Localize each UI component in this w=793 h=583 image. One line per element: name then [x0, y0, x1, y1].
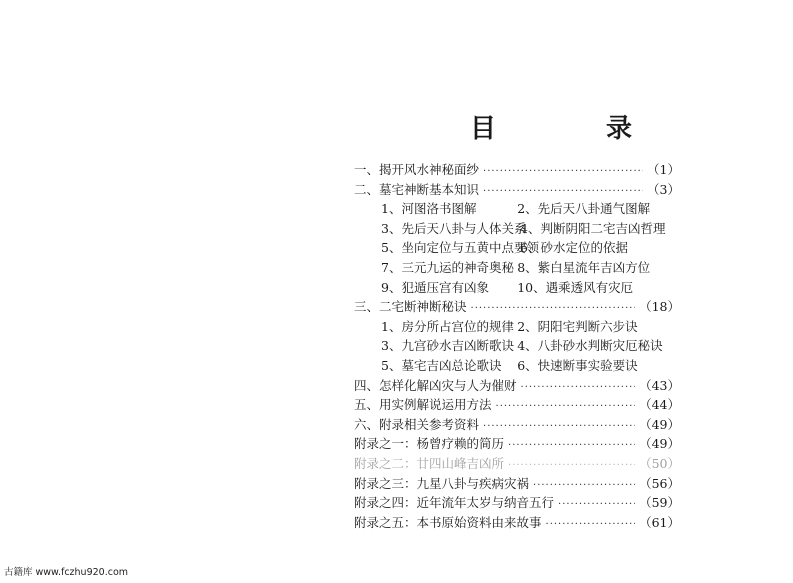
- toc-subitem-row: [354, 199, 674, 219]
- toc-subitem: 4、八卦砂水判断灾厄秘诀: [517, 338, 663, 354]
- toc-subitem: 8、紫白星流年吉凶方位: [517, 259, 651, 275]
- toc-subitem: 6、砂水定位的依据: [520, 240, 628, 256]
- toc-subitem: 5、坐向定位与五黄中点要领: [381, 240, 539, 256]
- toc-subitem: 5、墓宅吉凶总论歌诀: [381, 357, 502, 373]
- toc-entry: [354, 513, 680, 533]
- toc-entry: [354, 395, 680, 415]
- toc-entry-label: 附录之二：廿四山峰吉凶所: [354, 455, 505, 471]
- page-title: 目 录: [470, 114, 675, 144]
- toc-subitem: 3、九宫砂水吉凶断歌诀: [381, 338, 514, 354]
- toc-entry-page: （44）: [639, 397, 680, 413]
- toc-subitem: 2、先后天八卦通气图解: [517, 201, 651, 217]
- toc-subitem: 9、犯遁压宫有凶象: [381, 279, 489, 295]
- toc-entry-page: （3）: [647, 181, 680, 197]
- toc-subitem: 7、三元九运的神奇奥秘: [381, 259, 514, 275]
- toc-entry-page: （49）: [639, 436, 680, 452]
- toc-subitem-row: [354, 356, 674, 376]
- toc-subitem-row: [354, 278, 674, 298]
- toc-entry-label: 附录之三：九星八卦与疾病灾祸: [354, 475, 530, 491]
- toc-entry-page: （61）: [639, 514, 680, 530]
- toc-entry-label: 附录之五：本书原始资料由来故事: [354, 514, 542, 530]
- toc-subitem: 3、先后天八卦与人体关系: [381, 220, 527, 236]
- toc-entry-label: 一、揭开风水神秘面纱: [354, 162, 480, 177]
- toc-subitem: 2、阴阳宅判断六步诀: [517, 318, 638, 334]
- dot-leader: [546, 515, 636, 535]
- toc-subitem: 4、判断阴阳二宅吉凶哲理: [520, 220, 666, 236]
- toc-subitem: 1、河图洛书图解: [381, 201, 477, 217]
- toc-entry: [354, 180, 680, 200]
- toc-entry: [354, 160, 680, 180]
- toc-entry: [354, 493, 680, 513]
- toc-subitem-row: [354, 336, 674, 356]
- toc-subitem-row: [354, 317, 674, 337]
- toc-subitem: 6、快速断事实验要诀: [517, 357, 638, 373]
- toc-entry-page: （56）: [639, 475, 680, 491]
- toc-entry-label: 附录之一：杨曾疗赖的简历: [354, 436, 505, 452]
- toc-subitem: 10、遇乘透风有灾厄: [517, 279, 634, 295]
- toc-entry-page: （49）: [639, 416, 680, 432]
- toc-entry-page: （50）: [639, 455, 680, 471]
- toc-entry-page: （43）: [639, 377, 680, 393]
- toc-subitem-row: [354, 258, 674, 278]
- toc-entry-label: 四、怎样化解凶灾与人为催财: [354, 377, 517, 393]
- toc-entry-page: （59）: [639, 495, 680, 511]
- toc-entry: [354, 415, 680, 435]
- toc-entry: [354, 454, 680, 474]
- toc-entry-page: （18）: [639, 299, 680, 315]
- toc-subitem-row: [354, 238, 674, 258]
- toc-entry-page: （1）: [647, 162, 680, 177]
- toc-entry-label: 附录之四：近年流年太岁与纳音五行: [354, 495, 555, 511]
- toc-entry-label: 二、墓宅神断基本知识: [354, 181, 480, 197]
- toc-entry: [354, 376, 680, 396]
- toc-entry-label: 六、附录相关参考资料: [354, 416, 480, 432]
- toc-subitem: 1、房分所占宫位的规律: [381, 318, 514, 334]
- toc-entry: [354, 474, 680, 494]
- toc-entry: [354, 434, 680, 454]
- toc-entry-label: 三、二宅断神断秘诀: [354, 299, 467, 315]
- toc-entry: [354, 297, 680, 317]
- table-of-contents: [354, 160, 680, 532]
- watermark-footer: 古籍库 www.fczhu920.com: [4, 567, 129, 578]
- toc-subitem-row: [354, 219, 674, 239]
- toc-entry-label: 五、用实例解说运用方法: [354, 397, 492, 413]
